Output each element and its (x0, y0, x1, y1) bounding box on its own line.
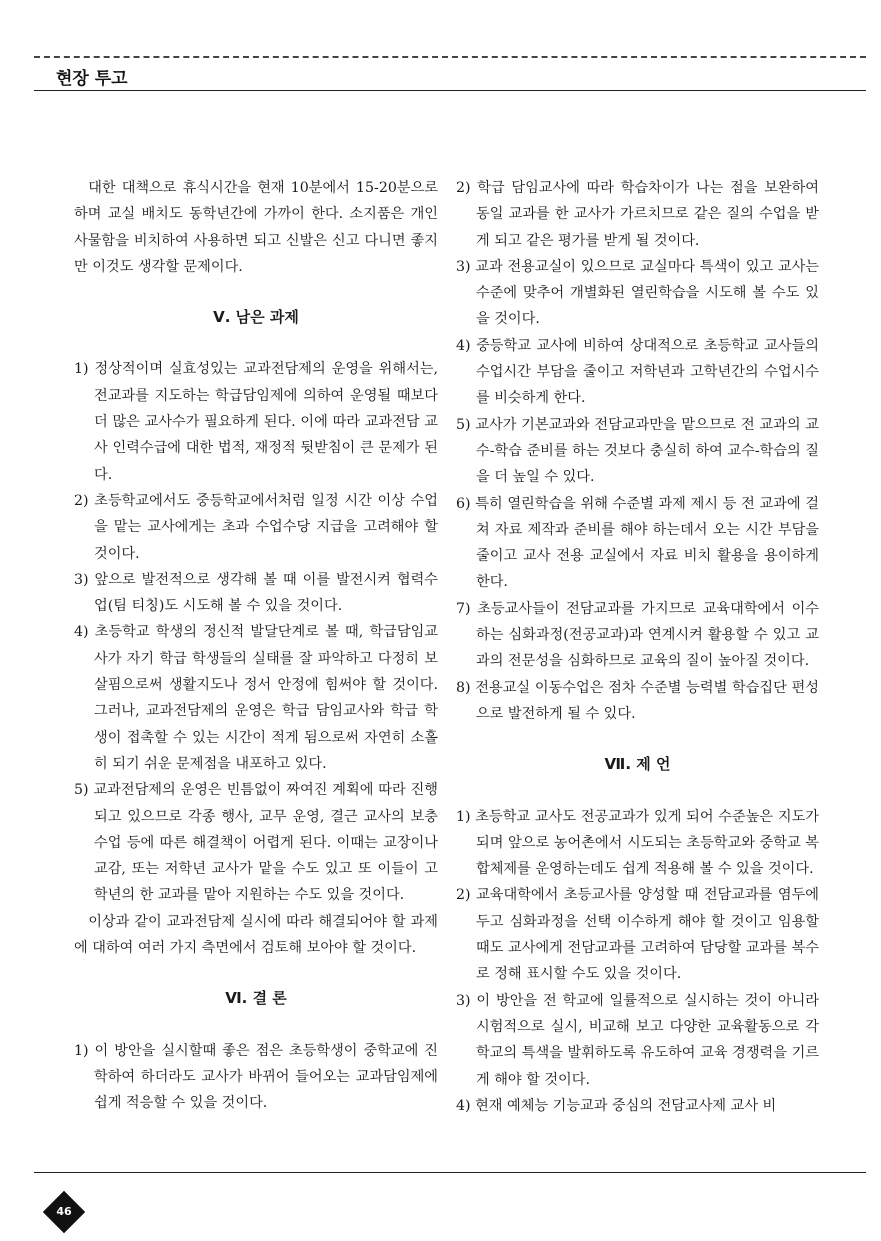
list-item: 4) 초등학교 학생의 정신적 발달단계로 볼 때, 학급담임교사가 자기 학급 학생들의 실태를 잘 파악하고 다정히 보살핌으로써 생활지도나 정서 안정에 힘써야 할 것이다. 그러나, 교과전담제의 운영은 학급 담임교사와 학급 학생이 접촉할 수 있는 시간이 적게 됨으로써 자연히 소홀히 되기 쉬운 문제점을 내포하고 있다. (74, 624, 438, 772)
list-item: 1) 초등학교 교사도 전공교과가 있게 되어 수준높은 지도가 되며 앞으로 농어촌에서 시도되는 초등학교와 중학교 복합체제를 운영하는데도 쉽게 적용해 볼 수 있을 것이다. (456, 808, 819, 878)
list-item: 3) 앞으로 발전적으로 생각해 볼 때 이를 발전시켜 협력수업(팀 티칭)도 시도해 볼 수 있을 것이다. (74, 571, 438, 615)
list-item: 1) 이 방안을 실시할때 좋은 점은 초등학생이 중학교에 진학하여 하더라도 교사가 바뀌어 들어오는 교과담임제에 쉽게 적응할 수 있을 것이다. (74, 1042, 438, 1112)
list-item: 5) 교과전담제의 운영은 빈틈없이 짜여진 계획에 따라 진행되고 있으므로 각종 행사, 교무 운영, 결근 교사의 보충수업 등에 따른 해결책이 어렵게 된다. 이때는 교장이나 교감, 또는 저학년 교사가 맡을 수도 있고 또 이들이 고학년의 한 교과를 맡아 지원하는 수도 있을 것이다. (74, 782, 438, 904)
header-rule (34, 90, 866, 91)
page-number: 46 (56, 1205, 72, 1218)
list-item: 6) 특히 열린학습을 위해 수준별 과제 제시 등 전 교과에 걸쳐 자료 제작과 준비를 해야 하는데서 오는 시간 부담을 줄이고 교사 전용 교실에서 자료 비치 활용을 용이하게 한다. (456, 495, 819, 591)
list-item: 2) 교육대학에서 초등교사를 양성할 때 전담교과를 염두에 두고 심화과정을 선택 이수하게 해야 할 것이고 임용할 때도 교사에게 전담교과를 고려하여 담당할 교과를 복수로 정해 표시할 수도 있을 것이다. (456, 887, 819, 983)
list-item: 2) 학급 담임교사에 따라 학습차이가 나는 점을 보완하여 동일 교과를 한 교사가 가르치므로 같은 질의 수업을 받게 되고 같은 평가를 받게 될 것이다. (456, 180, 819, 249)
list-item: 7) 초등교사들이 전담교과를 가지므로 교육대학에서 이수하는 심화과정(전공교과)과 연계시켜 활용할 수 있고 교과의 전문성을 심화하므로 교육의 질이 높아질 것이다. (456, 600, 819, 670)
section-5-heading: Ⅴ. 남은 과제 (213, 308, 299, 327)
right-column (456, 175, 819, 1119)
list-item: 2) 초등학교에서도 중등학교에서처럼 일정 시간 이상 수업을 맡는 교사에게는 초과 수업수당 지급을 고려해야 할 것이다. (74, 492, 438, 562)
header-dashed-rule (34, 56, 866, 58)
section-6-heading: Ⅵ. 결 론 (225, 989, 287, 1008)
list-item: 1) 정상적이며 실효성있는 교과전담제의 운영을 위해서는, 전교과를 지도하는 학급담임제에 의하여 운영될 때보다 더 많은 교사수가 필요하게 된다. 이에 따라 교과전담 교사 인력수급에 대한 법적, 재정적 뒷받침이 큰 문제가 된다. (74, 361, 438, 483)
list-item: 4) 중등학교 교사에 비하여 상대적으로 초등학교 교사들의 수업시간 부담을 줄이고 저학년과 고학년간의 수업시수를 비슷하게 한다. (456, 337, 819, 407)
intro-paragraph: 대한 대책으로 휴식시간을 현재 10분에서 15-20분으로 하며 교실 배치도 동학년간에 가까이 한다. 소지품은 개인 사물함을 비치하여 사용하면 되고 신발은 신고 다니면 좋지만 이것도 생각할 문제이다. (74, 180, 438, 275)
running-header (34, 44, 866, 92)
section-title: 현장 투고 (56, 69, 128, 89)
closing-paragraph: 이상과 같이 교과전담제 실시에 따라 해결되어야 할 과제에 대하여 여러 가지 측면에서 검토해 보아야 할 것이다. (74, 913, 438, 957)
section-7-heading: Ⅶ. 제 언 (604, 755, 671, 774)
list-item: 3) 교과 전용교실이 있으므로 교실마다 특색이 있고 교사는 수준에 맞추어 개별화된 열린학습을 시도해 볼 수도 있을 것이다. (456, 258, 819, 328)
list-item: 5) 교사가 기본교과와 전담교과만을 맡으므로 전 교과의 교수-학습 준비를 하는 것보다 충실히 하여 교수-학습의 질을 더 높일 수 있다. (456, 416, 819, 486)
footer-rule (34, 1172, 866, 1173)
list-item: 4) 현재 예체능 기능교과 중심의 전담교사제 교사 비 (456, 1097, 777, 1114)
list-item: 8) 전용교실 이동수업은 점차 수준별 능력별 학습집단 편성으로 발전하게 될 수 있다. (456, 679, 819, 722)
list-item: 3) 이 방안을 전 학교에 일률적으로 실시하는 것이 아니라 시험적으로 실시, 비교해 보고 다양한 교육활동으로 각 학교의 특색을 발휘하도록 유도하여 교육 경쟁력을 기르게 해야 할 것이다. (456, 992, 819, 1088)
left-column (74, 175, 438, 1117)
